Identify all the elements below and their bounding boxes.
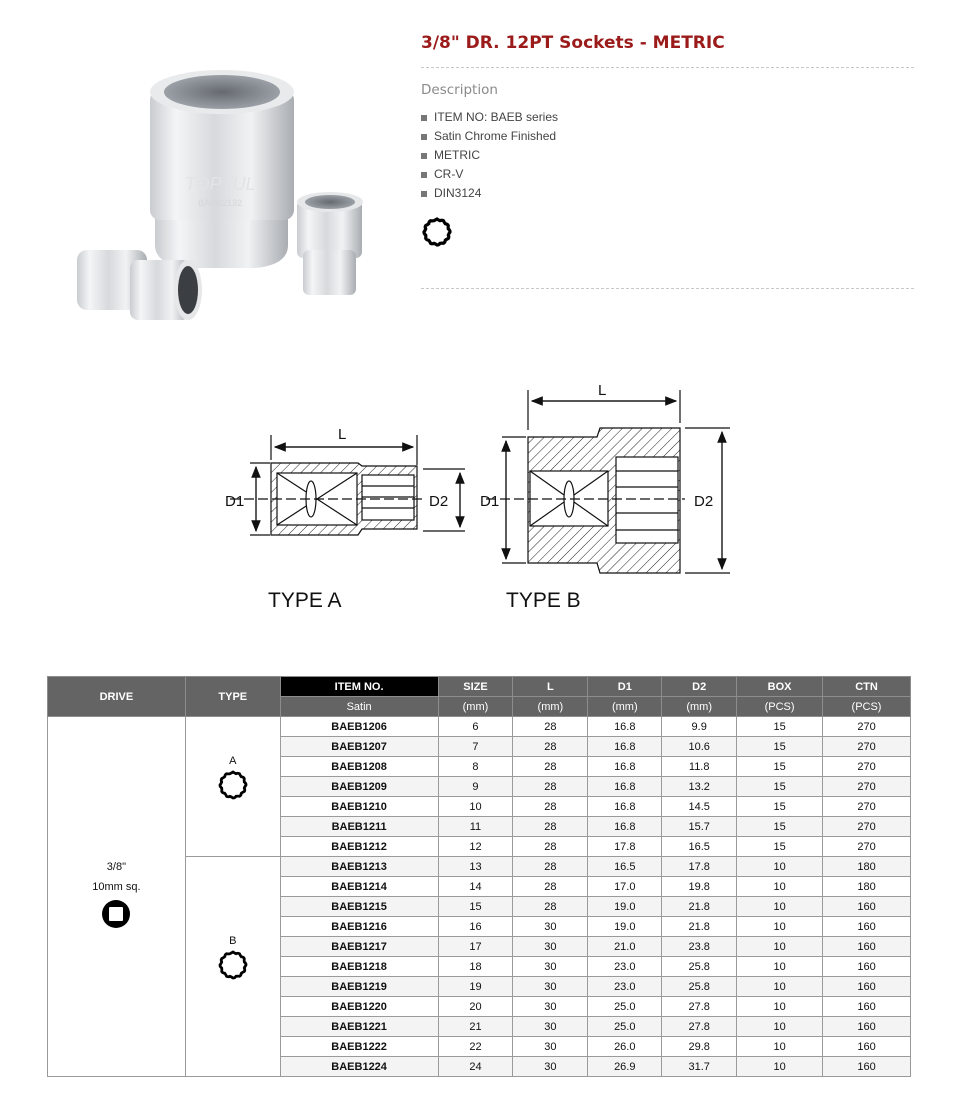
header-d1-unit: (mm): [588, 697, 662, 717]
cell-l: 28: [513, 817, 588, 837]
drive-size: 3/8": [106, 860, 126, 873]
square-bullet-icon: [421, 153, 427, 159]
cell-d2: 14.5: [662, 797, 737, 817]
cell-box: 10: [737, 1017, 823, 1037]
cell-item: BAEB1221: [280, 1017, 438, 1037]
cell-ctn: 160: [823, 917, 911, 937]
cell-l: 30: [513, 937, 588, 957]
cell-size: 16: [438, 917, 513, 937]
square-bullet-icon: [421, 191, 427, 197]
cell-item: BAEB1209: [280, 777, 438, 797]
cell-d1: 25.0: [588, 1017, 662, 1037]
cell-l: 28: [513, 777, 588, 797]
cell-ctn: 270: [823, 737, 911, 757]
header-box: BOX: [737, 677, 823, 697]
drive-cell: [48, 717, 186, 1077]
cell-d2: 21.8: [662, 897, 737, 917]
cell-size: 22: [438, 1037, 513, 1057]
square-bullet-icon: [421, 172, 427, 178]
feature-item: METRIC: [421, 146, 914, 165]
header-size-unit: (mm): [438, 697, 513, 717]
cell-item: BAEB1214: [280, 877, 438, 897]
cell-item: BAEB1208: [280, 757, 438, 777]
cell-item: BAEB1222: [280, 1037, 438, 1057]
cell-ctn: 270: [823, 797, 911, 817]
feature-list: [421, 108, 914, 203]
photo-item-text: BAEB2132: [198, 198, 243, 208]
cell-l: 30: [513, 997, 588, 1017]
cell-item: BAEB1213: [280, 857, 438, 877]
cell-box: 10: [737, 877, 823, 897]
cell-size: 6: [438, 717, 513, 737]
cell-box: 15: [737, 717, 823, 737]
cell-size: 8: [438, 757, 513, 777]
cell-d1: 21.0: [588, 937, 662, 957]
cell-l: 30: [513, 1017, 588, 1037]
cell-d2: 11.8: [662, 757, 737, 777]
cell-box: 15: [737, 797, 823, 817]
cell-item: BAEB1206: [280, 717, 438, 737]
cell-ctn: 160: [823, 977, 911, 997]
cell-d2: 25.8: [662, 957, 737, 977]
cell-d2: 25.8: [662, 977, 737, 997]
type-b-diagram: [486, 390, 730, 573]
drive-square: 10mm sq.: [92, 880, 141, 893]
cell-d1: 16.8: [588, 757, 662, 777]
product-info: [421, 30, 914, 289]
cell-d1: 16.8: [588, 717, 662, 737]
cell-l: 28: [513, 877, 588, 897]
header-finish: Satin: [280, 697, 438, 717]
cell-d1: 16.8: [588, 777, 662, 797]
header-l: L: [513, 677, 588, 697]
cell-d2: 16.5: [662, 837, 737, 857]
cell-d2: 21.8: [662, 917, 737, 937]
12-point-icon: [186, 949, 280, 984]
type-label: A: [229, 755, 237, 767]
cell-box: 15: [737, 757, 823, 777]
cell-item: BAEB1211: [280, 817, 438, 837]
cell-d2: 23.8: [662, 937, 737, 957]
header-ctn: CTN: [823, 677, 911, 697]
cell-size: 14: [438, 877, 513, 897]
cell-d1: 23.0: [588, 977, 662, 997]
cell-d1: 16.8: [588, 797, 662, 817]
cell-l: 30: [513, 957, 588, 977]
header-d2-unit: (mm): [662, 697, 737, 717]
divider: [421, 67, 914, 68]
cell-box: 10: [737, 957, 823, 977]
cell-size: 21: [438, 1017, 513, 1037]
cell-d2: 19.8: [662, 877, 737, 897]
square-bullet-icon: [421, 115, 427, 121]
12-point-icon: [186, 769, 280, 804]
cell-box: 15: [737, 837, 823, 857]
cell-ctn: 180: [823, 877, 911, 897]
feature-item: CR-V: [421, 165, 914, 184]
cell-ctn: 270: [823, 757, 911, 777]
cell-item: BAEB1210: [280, 797, 438, 817]
cell-box: 15: [737, 817, 823, 837]
cell-item: BAEB1215: [280, 897, 438, 917]
cell-box: 15: [737, 777, 823, 797]
cell-size: 11: [438, 817, 513, 837]
type-cell-a: [185, 717, 280, 857]
type-cell-b: [185, 857, 280, 1077]
feature-item: DIN3124: [421, 184, 914, 203]
cell-ctn: 160: [823, 957, 911, 977]
feature-item: ITEM NO: BAEB series: [421, 108, 914, 127]
cell-d2: 9.9: [662, 717, 737, 737]
cell-box: 10: [737, 997, 823, 1017]
cell-ctn: 270: [823, 837, 911, 857]
cell-d2: 27.8: [662, 997, 737, 1017]
product-photo: [60, 60, 380, 350]
cell-size: 7: [438, 737, 513, 757]
cell-size: 24: [438, 1057, 513, 1077]
cell-d1: 16.8: [588, 817, 662, 837]
feature-item: Satin Chrome Finished: [421, 127, 914, 146]
square-bullet-icon: [421, 134, 427, 140]
cell-d1: 17.8: [588, 837, 662, 857]
cell-item: BAEB1217: [280, 937, 438, 957]
cell-l: 30: [513, 977, 588, 997]
cell-d1: 19.0: [588, 917, 662, 937]
cell-box: 10: [737, 917, 823, 937]
cell-ctn: 270: [823, 777, 911, 797]
type-a-label: TYPE A: [268, 589, 342, 612]
cell-l: 28: [513, 837, 588, 857]
dimension-diagrams: [220, 375, 740, 620]
cell-ctn: 160: [823, 1037, 911, 1057]
type-b-d2-label: D2: [694, 493, 714, 510]
cell-ctn: 270: [823, 817, 911, 837]
cell-size: 13: [438, 857, 513, 877]
cell-item: BAEB1219: [280, 977, 438, 997]
cell-box: 15: [737, 737, 823, 757]
square-drive-icon: [48, 898, 185, 933]
type-b-d1-label: D1: [480, 493, 500, 510]
cell-d1: 25.0: [588, 997, 662, 1017]
photo-brand-text: TOPTUL: [185, 174, 256, 194]
lying-socket-image: [77, 250, 202, 320]
cell-d2: 31.7: [662, 1057, 737, 1077]
cell-item: BAEB1218: [280, 957, 438, 977]
type-a-diagram: [230, 435, 465, 535]
cell-l: 28: [513, 857, 588, 877]
cell-size: 17: [438, 937, 513, 957]
cell-d1: 16.8: [588, 737, 662, 757]
type-a-d1-label: D1: [225, 493, 245, 510]
cell-box: 10: [737, 1037, 823, 1057]
cell-ctn: 270: [823, 717, 911, 737]
cell-l: 30: [513, 1037, 588, 1057]
cell-size: 20: [438, 997, 513, 1017]
cell-ctn: 180: [823, 857, 911, 877]
header-l-unit: (mm): [513, 697, 588, 717]
cell-d2: 10.6: [662, 737, 737, 757]
cell-ctn: 160: [823, 897, 911, 917]
cell-ctn: 160: [823, 997, 911, 1017]
cell-d2: 27.8: [662, 1017, 737, 1037]
type-a-d2-label: D2: [429, 493, 449, 510]
type-a-l-label: L: [338, 426, 347, 443]
header-size: SIZE: [438, 677, 513, 697]
cell-d2: 17.8: [662, 857, 737, 877]
cell-l: 28: [513, 757, 588, 777]
header-d2: D2: [662, 677, 737, 697]
cell-ctn: 160: [823, 1017, 911, 1037]
spec-table: [47, 676, 911, 1077]
cell-box: 10: [737, 937, 823, 957]
cell-box: 10: [737, 857, 823, 877]
cell-item: BAEB1220: [280, 997, 438, 1017]
header-box-unit: (PCS): [737, 697, 823, 717]
large-socket-image: [150, 70, 294, 268]
cell-d1: 17.0: [588, 877, 662, 897]
table-row: [48, 717, 911, 737]
type-b-label: TYPE B: [506, 589, 581, 612]
cell-item: BAEB1216: [280, 917, 438, 937]
header-item-no: ITEM NO.: [280, 677, 438, 697]
cell-d1: 26.9: [588, 1057, 662, 1077]
header-drive: DRIVE: [48, 677, 186, 717]
cell-item: BAEB1224: [280, 1057, 438, 1077]
header-ctn-unit: (PCS): [823, 697, 911, 717]
cell-box: 10: [737, 897, 823, 917]
header-type: TYPE: [185, 677, 280, 717]
type-label: B: [229, 935, 237, 947]
cell-d1: 26.0: [588, 1037, 662, 1057]
cell-l: 30: [513, 1057, 588, 1077]
cell-d1: 19.0: [588, 897, 662, 917]
cell-size: 9: [438, 777, 513, 797]
cell-l: 28: [513, 717, 588, 737]
type-b-l-label: L: [598, 382, 607, 399]
cell-box: 10: [737, 977, 823, 997]
cell-size: 12: [438, 837, 513, 857]
cell-item: BAEB1207: [280, 737, 438, 757]
cell-d1: 16.5: [588, 857, 662, 877]
cell-l: 30: [513, 917, 588, 937]
cell-d2: 13.2: [662, 777, 737, 797]
description-heading: Description: [421, 82, 498, 98]
cell-l: 28: [513, 797, 588, 817]
cell-size: 19: [438, 977, 513, 997]
cell-d1: 23.0: [588, 957, 662, 977]
cell-size: 15: [438, 897, 513, 917]
cell-ctn: 160: [823, 937, 911, 957]
cell-d2: 29.8: [662, 1037, 737, 1057]
cell-size: 18: [438, 957, 513, 977]
cell-box: 10: [737, 1057, 823, 1077]
cell-l: 28: [513, 737, 588, 757]
cell-d2: 15.7: [662, 817, 737, 837]
cell-size: 10: [438, 797, 513, 817]
small-socket-image: [297, 192, 363, 295]
cell-ctn: 160: [823, 1057, 911, 1077]
divider: [421, 288, 914, 289]
cell-l: 28: [513, 897, 588, 917]
header-d1: D1: [588, 677, 662, 697]
product-title: 3/8" DR. 12PT Sockets - METRIC: [421, 33, 725, 53]
cell-item: BAEB1212: [280, 837, 438, 857]
12-point-socket-icon: [421, 216, 453, 248]
